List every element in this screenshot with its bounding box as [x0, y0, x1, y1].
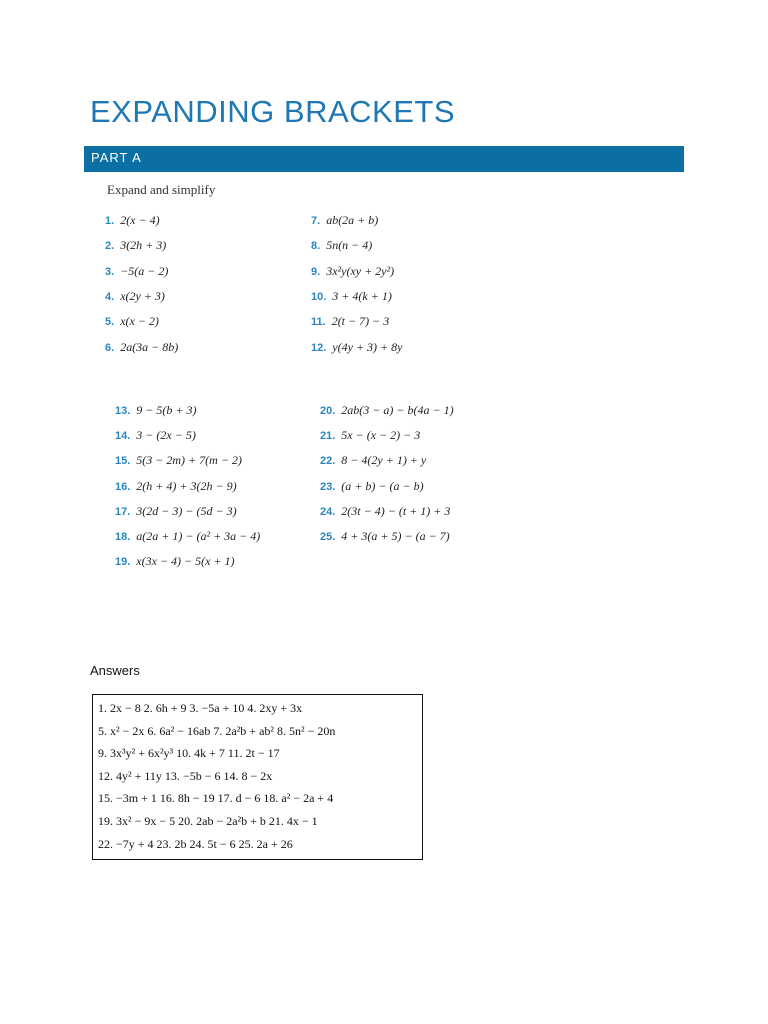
- question-expression: 2a(3a − 8b): [120, 339, 179, 354]
- question-number: 4.: [105, 290, 115, 303]
- question-item: [115, 503, 237, 519]
- question-expression: 2ab(3 − a) − b(4a − 1): [341, 403, 454, 417]
- question-item: [115, 553, 235, 569]
- question-number: 3.: [105, 265, 115, 278]
- question-expression: x(2y + 3): [120, 288, 165, 303]
- question-number: 2.: [105, 240, 115, 253]
- question-expression: 9 − 5(b + 3): [136, 403, 197, 417]
- question-item: [320, 452, 426, 468]
- question-number: 9.: [311, 265, 321, 278]
- section-label: PART A: [91, 150, 142, 165]
- answers-heading: Answers: [90, 663, 140, 678]
- answer-line: 12. 4y² + 11y 13. −5b − 6 14. 8 − 2x: [98, 768, 273, 783]
- question-item: [320, 503, 450, 519]
- question-item: [320, 427, 420, 443]
- question-number: 13.: [115, 405, 131, 417]
- answer-line: 1. 2x − 8 2. 6h + 9 3. −5a + 10 4. 2xy + 3x: [98, 701, 303, 715]
- answer-line: 19. 3x² − 9x − 5 20. 2ab − 2a²b + b 21. 4x − 1: [98, 814, 318, 828]
- question-item: [115, 478, 237, 494]
- question-expression: a(2a + 1) − (a² + 3a − 4): [136, 529, 261, 543]
- question-number: 25.: [320, 531, 336, 543]
- question-item: [320, 478, 424, 494]
- question-number: 18.: [115, 531, 131, 543]
- question-number: 7.: [311, 215, 321, 227]
- page-title: EXPANDING BRACKETS: [90, 94, 456, 129]
- question-expression: ab(2a + b): [326, 213, 379, 227]
- question-number: 6.: [105, 341, 115, 354]
- question-expression: 5n(n − 4): [326, 238, 373, 253]
- question-expression: 3 + 4(k + 1): [332, 288, 392, 303]
- question-number: 12.: [311, 341, 327, 354]
- question-number: 19.: [115, 556, 131, 569]
- question-expression: 3x²y(xy + 2y²): [326, 263, 395, 278]
- question-item: [105, 313, 159, 329]
- question-expression: 4 + 3(a + 5) − (a − 7): [341, 529, 450, 543]
- question-item: [115, 452, 242, 468]
- question-item: [311, 313, 389, 329]
- answer-line: 15. −3m + 1 16. 8h − 19 17. d − 6 18. a² − 2a + 4: [98, 791, 334, 806]
- question-expression: 2(h + 4) + 3(2h − 9): [136, 478, 237, 493]
- question-item: [115, 528, 260, 544]
- question-number: 21.: [320, 430, 336, 443]
- answer-line: 5. x² − 2x 6. 6a² − 16ab 7. 2a²b + ab² 8. 5n² − 20n: [98, 723, 336, 738]
- question-expression: (a + b) − (a − b): [341, 478, 424, 493]
- question-item: [115, 427, 196, 443]
- question-number: 16.: [115, 480, 131, 493]
- question-number: 20.: [320, 405, 336, 417]
- question-item: [311, 263, 394, 279]
- answer-line: 9. 3x³y² + 6x²y³ 10. 4k + 7 11. 2t − 17: [98, 746, 280, 761]
- question-expression: 8 − 4(2y + 1) + y: [341, 453, 427, 468]
- question-expression: −5(a − 2): [120, 263, 169, 278]
- question-item: [105, 212, 160, 228]
- question-expression: 2(x − 4): [120, 213, 160, 227]
- question-item: [311, 212, 378, 228]
- question-item: [105, 339, 178, 355]
- question-item: [105, 288, 165, 304]
- question-expression: 3 − (2x − 5): [136, 428, 196, 443]
- question-expression: x(x − 2): [120, 314, 159, 329]
- question-number: 22.: [320, 455, 336, 468]
- question-expression: x(3x − 4) − 5(x + 1): [136, 554, 235, 569]
- question-item: [105, 237, 166, 253]
- question-item: [320, 528, 450, 544]
- question-expression: 3(2d − 3) − (5d − 3): [136, 503, 237, 518]
- question-number: 24.: [320, 505, 336, 518]
- question-expression: 5x − (x − 2) − 3: [341, 428, 421, 443]
- question-number: 1.: [105, 215, 115, 227]
- question-number: 8.: [311, 240, 321, 253]
- question-expression: 5(3 − 2m) + 7(m − 2): [136, 453, 242, 468]
- question-expression: 2(3t − 4) − (t + 1) + 3: [341, 503, 451, 518]
- question-number: 11.: [311, 316, 326, 329]
- question-number: 15.: [115, 455, 131, 468]
- question-number: 14.: [115, 430, 131, 443]
- answers-box: [92, 694, 423, 860]
- question-number: 10.: [311, 290, 327, 303]
- question-item: [311, 339, 402, 355]
- question-expression: y(4y + 3) + 8y: [332, 339, 403, 354]
- question-item: [311, 288, 392, 304]
- question-item: [105, 263, 168, 279]
- question-number: 5.: [105, 316, 115, 329]
- section-header-bar: [84, 146, 684, 172]
- question-expression: 2(t − 7) − 3: [331, 314, 390, 329]
- question-expression: 3(2h + 3): [120, 238, 167, 253]
- answer-line: 22. −7y + 4 23. 2b 24. 5t − 6 25. 2a + 26: [98, 836, 293, 851]
- question-number: 17.: [115, 505, 131, 518]
- instruction-text: Expand and simplify: [107, 182, 216, 197]
- question-item: [311, 237, 372, 253]
- question-number: 23.: [320, 480, 336, 493]
- question-item: [115, 402, 196, 418]
- question-item: [320, 402, 454, 418]
